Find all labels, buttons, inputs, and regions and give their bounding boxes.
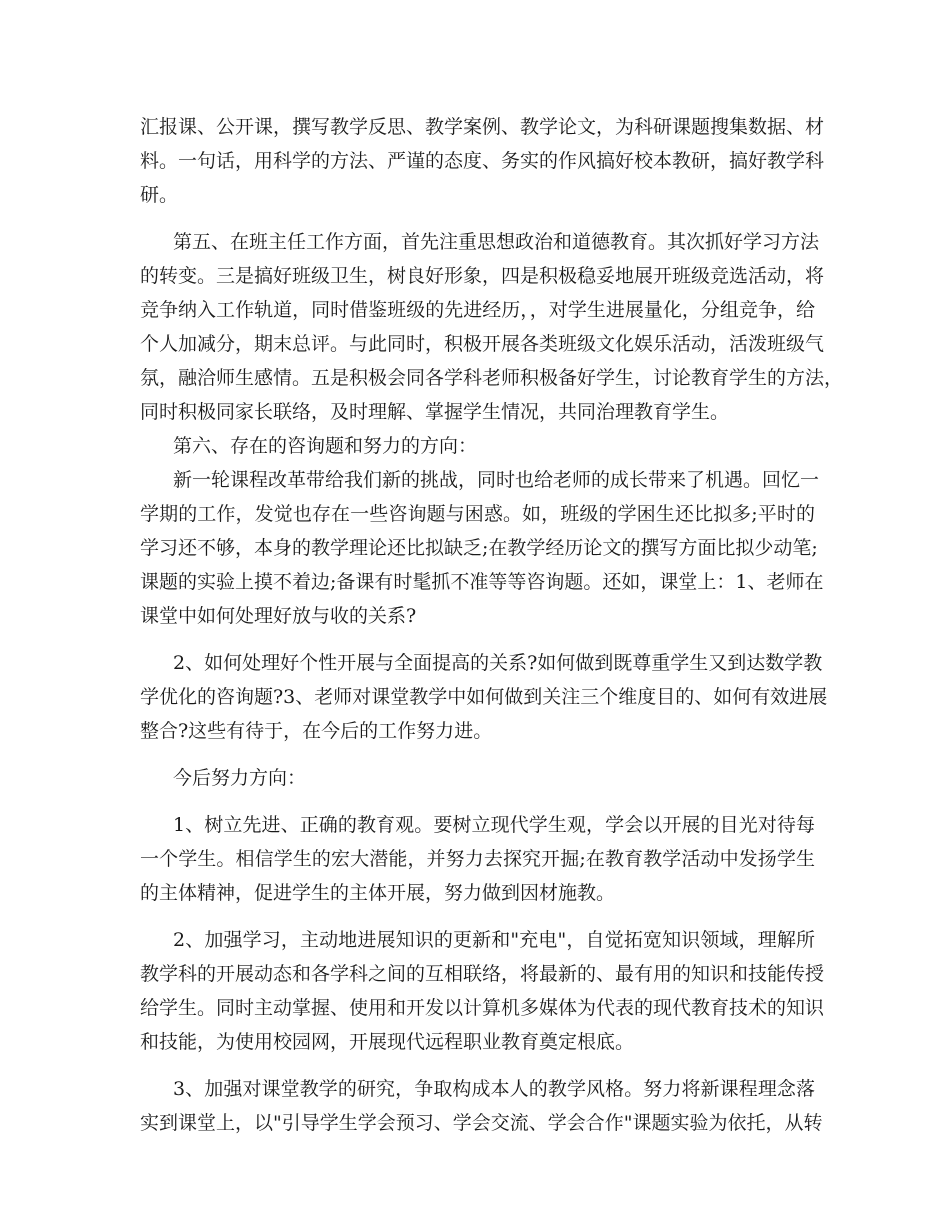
text-line: 给学生。同时主动掌握、使用和开发以计算机多媒体为代表的现代教育技术的知识 — [140, 997, 825, 1019]
text-line: 2、加强学习，主动地进展知识的更新和"充电"，自觉拓宽知识领域，理解所 — [173, 929, 815, 951]
text-line: 2、如何处理好个性开展与全面提高的关系?如何做到既尊重学生又到达数学教 — [173, 652, 823, 674]
text-line: 氛，融洽师生感情。五是积极会同各学科老师积极备好学生，讨论教育学生的方法， — [140, 367, 844, 389]
text-line: 和技能，为使用校园网，开展现代远程职业教育奠定根底。 — [140, 1031, 635, 1053]
text-line: 个人加减分，期末总评。与此同时，积极开展各类班级文化娱乐活动，活泼班级气 — [140, 333, 825, 355]
text-line: 今后努力方向： — [173, 767, 307, 789]
text-line: 的主体精神，促进学生的主体开展，努力做到因材施教。 — [140, 882, 616, 904]
text-line: 第五、在班主任工作方面，首先注重思想政治和道德教育。其次抓好学习方法 — [173, 231, 820, 253]
text-line: 学优化的咨询题?3、老师对课堂教学中如何做到关注三个维度目的、如何有效进展 — [140, 686, 828, 708]
text-line: 教学科的开展动态和各学科之间的互相联络，将最新的、最有用的知识和技能传授 — [140, 963, 825, 985]
text-line: 课题的实验上摸不着边;备课有时髦抓不准等等咨询题。还如，课堂上：1、老师在 — [140, 571, 824, 593]
text-line: 一个学生。相信学生的宏大潜能，并努力去探究开掘;在教育教学活动中发扬学生 — [140, 848, 815, 870]
text-line: 的转变。三是搞好班级卫生，树良好形象，四是积极稳妥地展开班级竞选活动，将 — [140, 265, 825, 287]
text-line: 学期的工作，发觉也存在一些咨询题与困惑。如，班级的学困生还比拟多;平时的 — [140, 503, 815, 525]
text-line: 第六、存在的咨询题和努力的方向： — [173, 435, 478, 457]
text-line: 整合?这些有待于，在今后的工作努力进。 — [140, 720, 493, 742]
text-line: 同时积极同家长联络，及时理解、掌握学生情况，共同治理教育学生。 — [140, 401, 730, 423]
text-line: 竞争纳入工作轨道，同时借鉴班级的先进经历，，对学生进展量化，分组竞争，给 — [140, 299, 815, 321]
text-line: 1、树立先进、正确的教育观。要树立现代学生观，学会以开展的目光对待每 — [173, 814, 815, 836]
document-page — [140, 110, 844, 1140]
text-line: 学习还不够，本身的教学理论还比拟缺乏;在教学经历论文的撰写方面比拟少动笔; — [140, 537, 818, 559]
text-line: 课堂中如何处理好放与收的关系? — [140, 605, 417, 627]
text-line: 新一轮课程改革带给我们新的挑战，同时也给老师的成长带来了机遇。回忆一 — [173, 469, 820, 491]
text-line: 实到课堂上，以"引导学生学会预习、学会交流、学会合作"课题实验为依托，从转 — [140, 1112, 823, 1134]
text-line: 研。 — [140, 184, 179, 206]
text-line: 料。一句话，用科学的方法、严谨的态度、务实的作风搞好校本教研，搞好教学科 — [140, 150, 825, 172]
text-line: 3、加强对课堂教学的研究，争取构成本人的教学风格。努力将新课程理念落 — [173, 1078, 815, 1100]
text-line: 汇报课、公开课，撰写教学反思、教学案例、教学论文，为科研课题搜集数据、材 — [140, 116, 825, 138]
